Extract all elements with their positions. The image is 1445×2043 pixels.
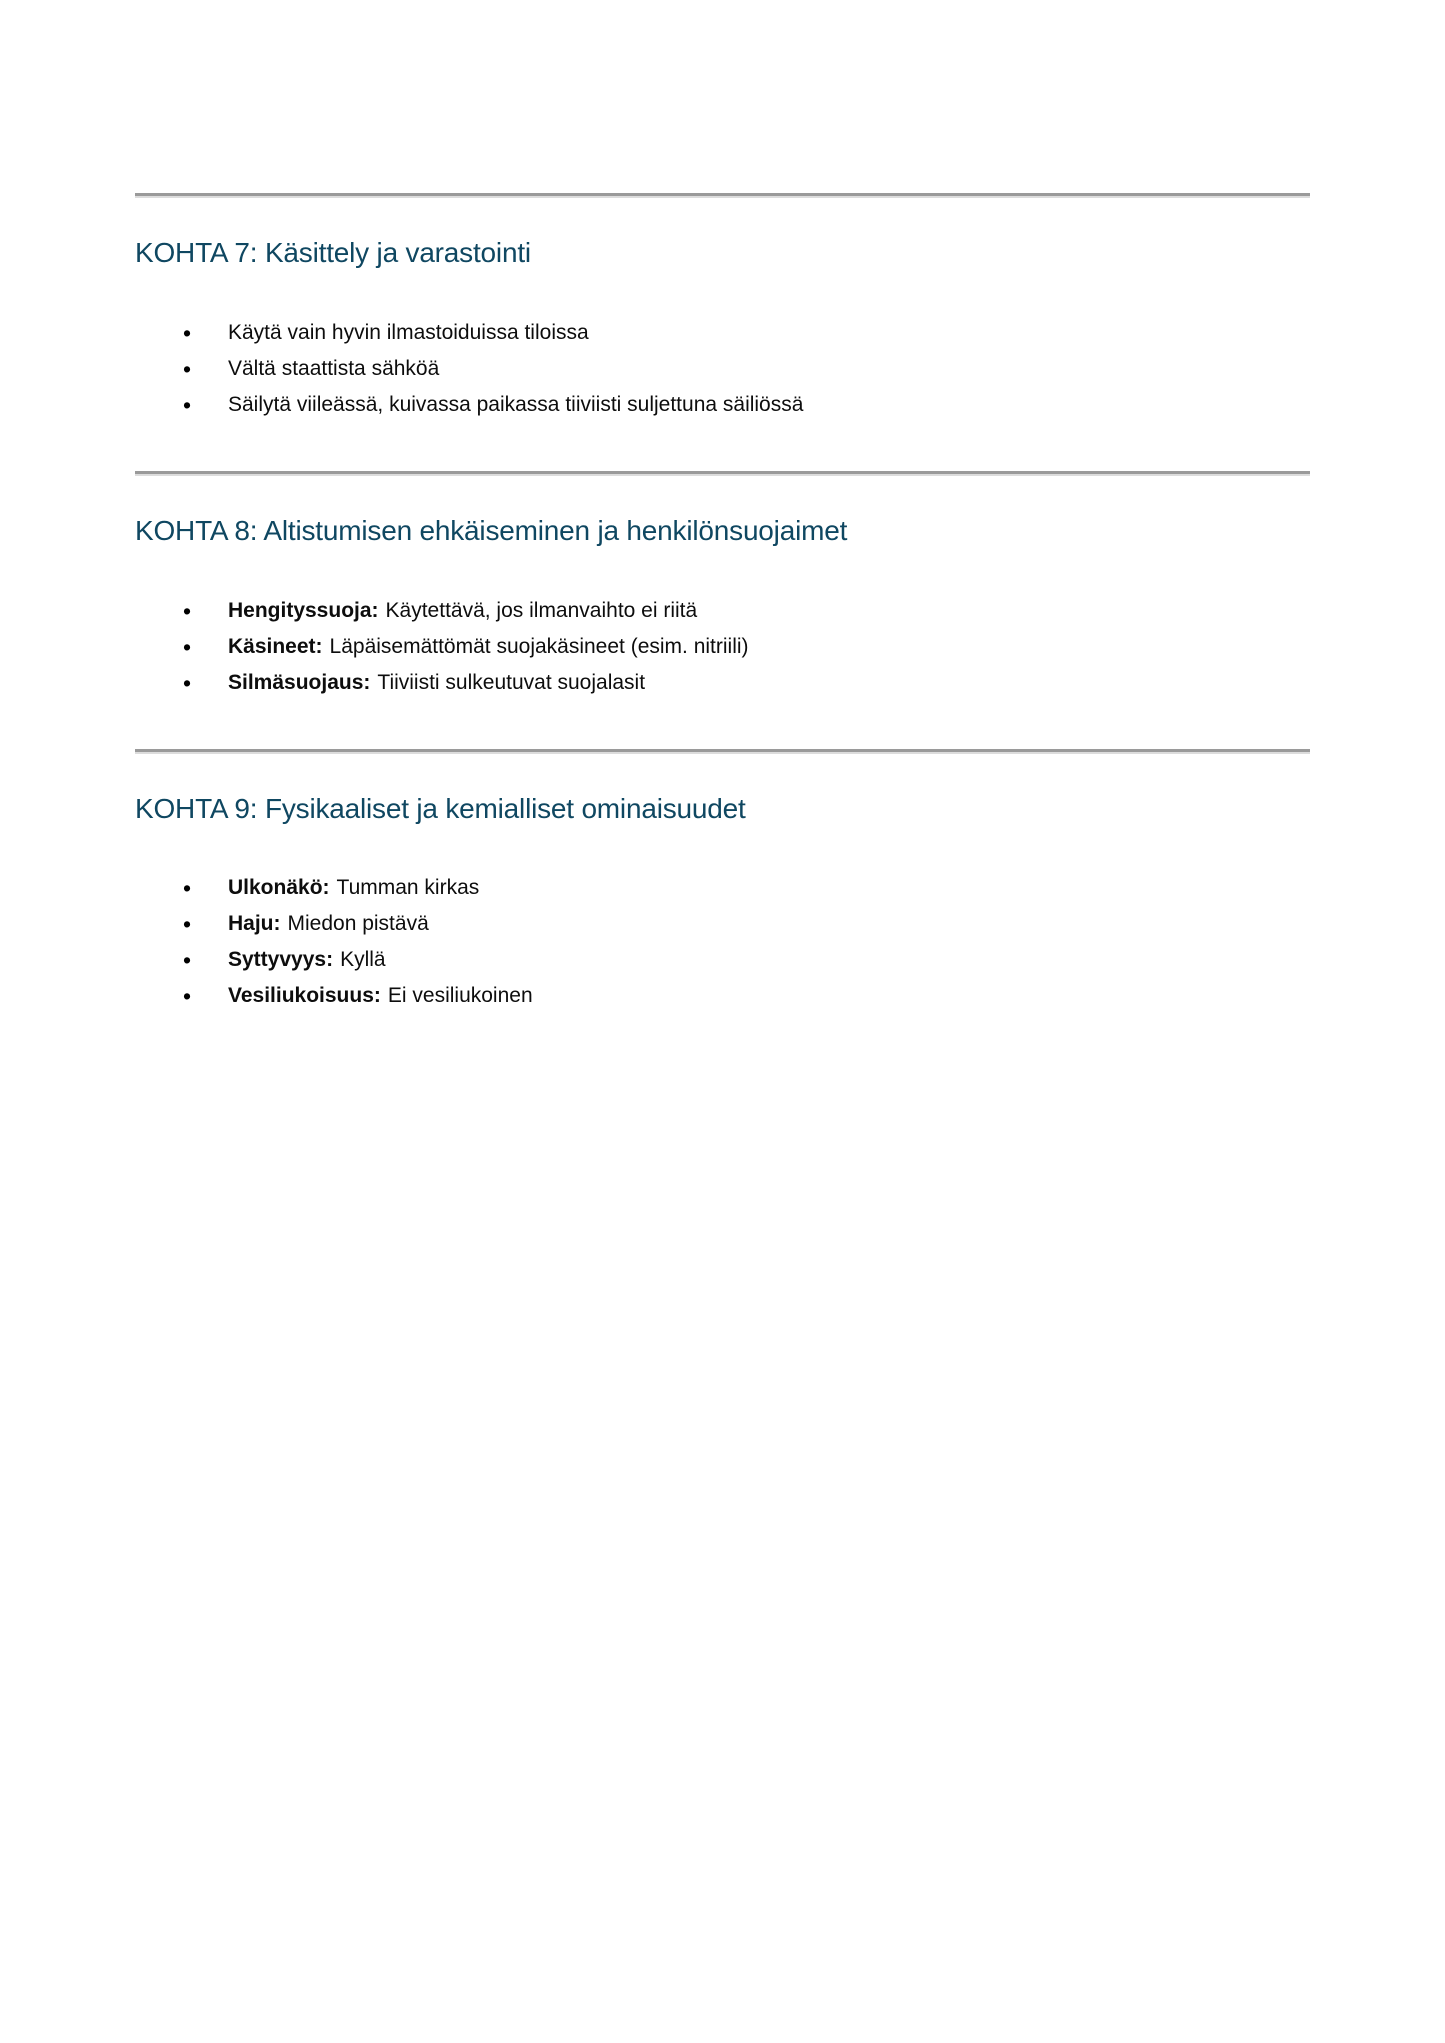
item-label: Haju:	[228, 912, 281, 936]
bullet-list-kohta-8	[135, 593, 1310, 701]
section-heading-kohta-7: KOHTA 7: Käsittely ja varastointi	[135, 237, 531, 268]
section-heading-kohta-9: KOHTA 9: Fysikaaliset ja kemialliset ominaisuudet	[135, 792, 746, 824]
list-item	[135, 665, 1310, 701]
section-divider	[135, 193, 1310, 198]
list-item	[135, 387, 1310, 423]
list-item	[135, 978, 1310, 1014]
item-label: Vesiliukoisuus:	[228, 984, 381, 1008]
section-divider	[135, 471, 1310, 476]
list-item	[135, 906, 1310, 942]
item-text: Vältä staattista sähköä	[228, 356, 440, 380]
list-item	[135, 315, 1310, 351]
list-item	[135, 942, 1310, 978]
list-item	[135, 629, 1310, 665]
bullet-list-kohta-7	[135, 315, 1310, 423]
item-label: Käsineet:	[228, 634, 323, 658]
item-text: Tiiviisti sulkeutuvat suojalasit	[377, 670, 646, 694]
item-label: Ulkonäkö:	[228, 876, 330, 900]
item-text: Läpäisemättömät suojakäsineet (esim. nitriili)	[329, 634, 749, 658]
item-label: Silmäsuojaus:	[228, 670, 371, 694]
list-item	[135, 593, 1310, 629]
item-text: Käytä vain hyvin ilmastoiduissa tiloissa	[228, 320, 589, 344]
list-item	[135, 351, 1310, 387]
item-text: Säilytä viileässä, kuivassa paikassa tiiviisti suljettuna säiliössä	[228, 392, 804, 416]
item-label: Syttyvyys:	[228, 948, 334, 972]
item-text: Ei vesiliukoinen	[387, 984, 533, 1008]
list-item	[135, 870, 1310, 906]
item-text: Tumman kirkas	[336, 876, 480, 900]
item-text: Käytettävä, jos ilmanvaihto ei riitä	[385, 598, 698, 622]
item-label: Hengityssuoja:	[228, 598, 379, 622]
section-heading-kohta-8: KOHTA 8: Altistumisen ehkäiseminen ja henkilönsuojaimet	[135, 514, 848, 546]
item-text: Miedon pistävä	[287, 912, 429, 936]
section-divider	[135, 749, 1310, 754]
bullet-list-kohta-9	[135, 870, 1310, 1014]
item-text: Kyllä	[340, 948, 386, 972]
